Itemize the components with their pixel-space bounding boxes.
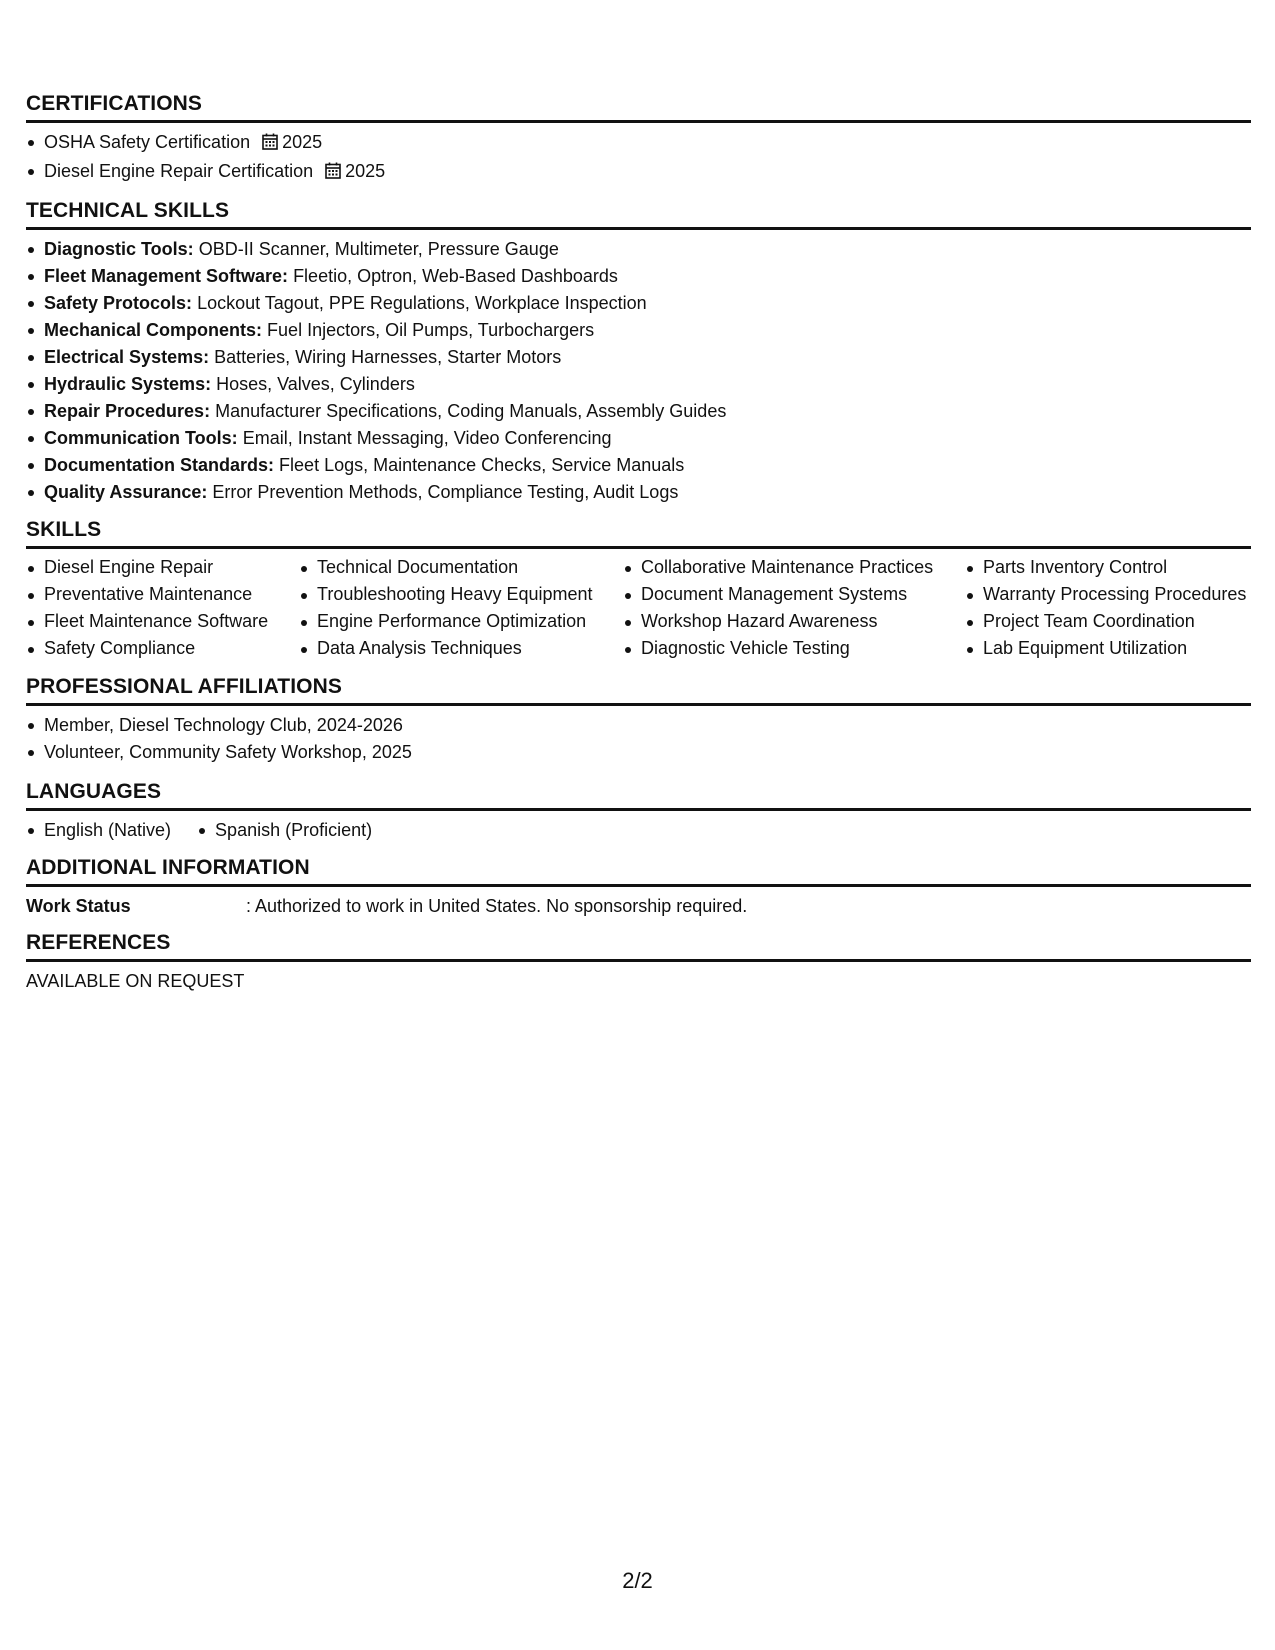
list-item: Collaborative Maintenance Practices xyxy=(623,555,965,580)
skill-category: Safety Protocols: xyxy=(44,293,193,313)
list-item xyxy=(26,452,1251,479)
list-item: Warranty Processing Procedures xyxy=(965,582,1251,607)
work-status-row xyxy=(26,893,1251,919)
skill-values: Fleet Logs, Maintenance Checks, Service Manuals xyxy=(279,455,685,475)
list-item: Data Analysis Techniques xyxy=(299,636,623,661)
skill-values: Batteries, Wiring Harnesses, Starter Motors xyxy=(214,347,562,367)
skill-values: Manufacturer Specifications, Coding Manuals, Assembly Guides xyxy=(215,401,727,421)
references-text: AVAILABLE ON REQUEST xyxy=(26,971,245,991)
work-status-value: : Authorized to work in United States. No sponsorship required. xyxy=(246,896,748,916)
list-item: Engine Performance Optimization xyxy=(299,609,623,634)
technical-skills-heading: TECHNICAL SKILLS xyxy=(26,199,1251,230)
skill-category: Fleet Management Software: xyxy=(44,266,289,286)
technical-skills-section xyxy=(26,199,1251,506)
skill-category: Mechanical Components: xyxy=(44,320,263,340)
list-item: Diesel Engine Repair xyxy=(26,555,299,580)
skills-column xyxy=(965,555,1251,663)
skill-category: Quality Assurance: xyxy=(44,482,208,502)
list-item: Diagnostic Vehicle Testing xyxy=(623,636,965,661)
affiliations-list xyxy=(26,712,1251,766)
list-item: Fleet Maintenance Software xyxy=(26,609,299,634)
affiliations-section xyxy=(26,675,1251,766)
list-item: Volunteer, Community Safety Workshop, 2025 xyxy=(26,739,1251,766)
list-item: Safety Compliance xyxy=(26,636,299,661)
list-item xyxy=(26,425,1251,452)
skill-category: Hydraulic Systems: xyxy=(44,374,212,394)
list-item xyxy=(26,371,1251,398)
skill-values: Email, Instant Messaging, Video Conferencing xyxy=(242,428,612,448)
skills-heading: SKILLS xyxy=(26,518,1251,549)
affiliations-heading: PROFESSIONAL AFFILIATIONS xyxy=(26,675,1251,706)
skills-column xyxy=(623,555,965,663)
list-item xyxy=(26,398,1251,425)
list-item: Member, Diesel Technology Club, 2024-2026 xyxy=(26,712,1251,739)
list-item: Preventative Maintenance xyxy=(26,582,299,607)
list-item: Troubleshooting Heavy Equipment xyxy=(299,582,623,607)
calendar-icon xyxy=(325,160,341,187)
list-item xyxy=(26,236,1251,263)
references-section xyxy=(26,931,1251,994)
skill-category: Repair Procedures: xyxy=(44,401,211,421)
list-item: English (Native) xyxy=(26,817,171,844)
skill-values: Fleetio, Optron, Web-Based Dashboards xyxy=(293,266,618,286)
languages-section xyxy=(26,780,1251,844)
skill-values: Error Prevention Methods, Compliance Testing, Audit Logs xyxy=(212,482,679,502)
certification-year: 2025 xyxy=(282,132,323,152)
list-item: Parts Inventory Control xyxy=(965,555,1251,580)
references-heading: REFERENCES xyxy=(26,931,1251,962)
additional-info-heading: ADDITIONAL INFORMATION xyxy=(26,856,1251,887)
certifications-list xyxy=(26,129,1251,187)
page-number: 2/2 xyxy=(622,1568,653,1593)
skills-column xyxy=(299,555,623,663)
skills-section xyxy=(26,518,1251,663)
skill-values: Lockout Tagout, PPE Regulations, Workplace Inspection xyxy=(197,293,647,313)
list-item xyxy=(26,129,1251,158)
list-item xyxy=(26,317,1251,344)
skill-category: Communication Tools: xyxy=(44,428,238,448)
list-item xyxy=(26,158,1251,187)
list-item: Workshop Hazard Awareness xyxy=(623,609,965,634)
list-item: Lab Equipment Utilization xyxy=(965,636,1251,661)
list-item xyxy=(26,344,1251,371)
languages-heading: LANGUAGES xyxy=(26,780,1251,811)
list-item xyxy=(26,479,1251,506)
technical-skills-list xyxy=(26,236,1251,506)
list-item xyxy=(26,290,1251,317)
work-status-label: Work Status xyxy=(26,896,131,916)
additional-info-section xyxy=(26,856,1251,919)
skills-grid xyxy=(26,555,1251,663)
list-item: Technical Documentation xyxy=(299,555,623,580)
list-item: Project Team Coordination xyxy=(965,609,1251,634)
skill-category: Documentation Standards: xyxy=(44,455,275,475)
skill-values: OBD-II Scanner, Multimeter, Pressure Gauge xyxy=(198,239,559,259)
list-item: Document Management Systems xyxy=(623,582,965,607)
skill-category: Diagnostic Tools: xyxy=(44,239,194,259)
resume-page xyxy=(26,92,1251,994)
skills-column xyxy=(26,555,299,663)
skill-values: Fuel Injectors, Oil Pumps, Turbochargers xyxy=(267,320,595,340)
languages-list xyxy=(26,817,1251,844)
certification-year: 2025 xyxy=(345,161,386,181)
skill-category: Electrical Systems: xyxy=(44,347,210,367)
certifications-heading: CERTIFICATIONS xyxy=(26,92,1251,123)
certifications-section xyxy=(26,92,1251,187)
calendar-icon xyxy=(262,131,278,158)
list-item: Spanish (Proficient) xyxy=(197,817,372,844)
skill-values: Hoses, Valves, Cylinders xyxy=(216,374,415,394)
certification-name: OSHA Safety Certification xyxy=(44,132,251,152)
list-item xyxy=(26,263,1251,290)
certification-name: Diesel Engine Repair Certification xyxy=(44,161,314,181)
